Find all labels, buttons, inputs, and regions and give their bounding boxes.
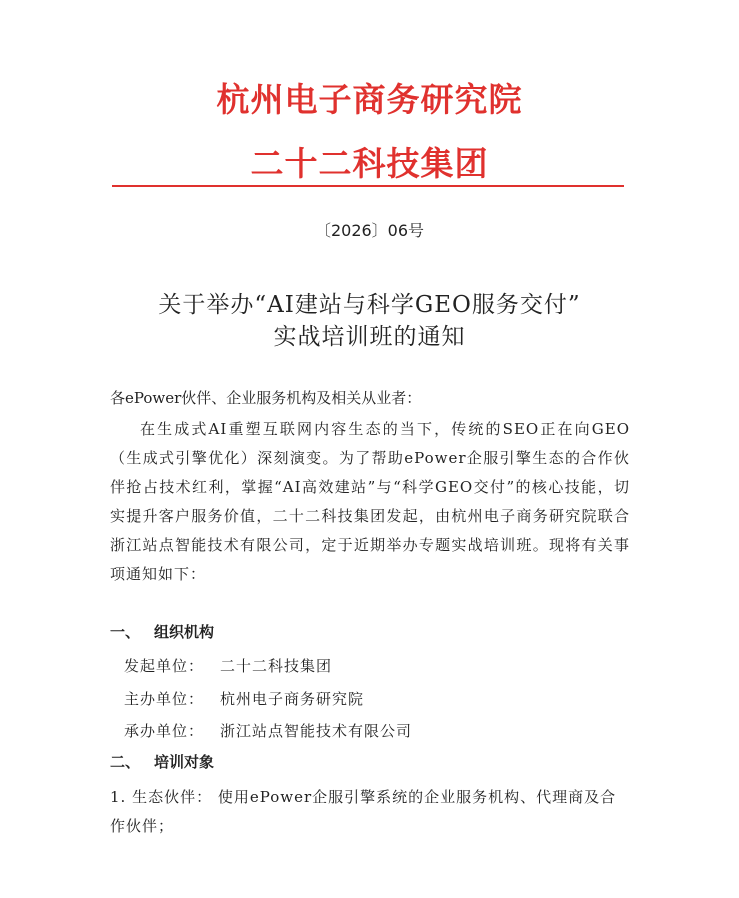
section-heading-organization: [110, 621, 214, 642]
org-row-value: 杭州电子商务研究院: [220, 690, 365, 708]
issuer-header-line-1: 杭州电子商务研究院: [216, 80, 523, 119]
org-row-value: 二十二科技集团: [220, 657, 333, 675]
section-title: 培训对象: [154, 753, 215, 771]
salutation: 各ePower伙伴、企业服务机构及相关从业者：: [110, 389, 422, 407]
org-row-label: 主办单位：: [124, 690, 205, 708]
org-row-initiator: [124, 655, 332, 676]
red-divider-line: [112, 185, 624, 187]
org-row-organizer: [124, 720, 412, 741]
document-number: 〔2026〕06号: [314, 221, 425, 240]
section-number: 一、: [110, 623, 141, 641]
notice-title-line-1: 关于举办“AI建站与科学GEO服务交付”: [158, 292, 581, 318]
org-row-label: 发起单位：: [124, 657, 205, 675]
audience-item-1: 1. 生态伙伴： 使用ePower企服引擎系统的企业服务机构、代理商及合作伙伴；: [110, 788, 617, 835]
section-heading-audience: [110, 751, 214, 772]
section-title: 组织机构: [154, 623, 215, 641]
notice-title-line-2: 实战培训班的通知: [273, 324, 466, 350]
intro-paragraph: 在生成式AI重塑互联网内容生态的当下，传统的SEO正在向GEO（生成式引擎优化）深刻演变。为了帮助ePower企服引擎生态的合作伙伴抢占技术红利，掌握“AI高效建站”与“科学GEO交付”的核心技能，切实提升客户服务价值，二十二科技集团发起，由杭州电子商务研究院联合浙江站点智能技术有限公司，定于近期举办专题实战培训班。现将有关事项通知如下：: [110, 420, 630, 583]
issuer-header-line-2: 二十二科技集团: [250, 144, 489, 183]
org-row-value: 浙江站点智能技术有限公司: [220, 722, 413, 740]
section-number: 二、: [110, 753, 141, 771]
org-row-host: [124, 688, 364, 709]
org-row-label: 承办单位：: [124, 722, 205, 740]
